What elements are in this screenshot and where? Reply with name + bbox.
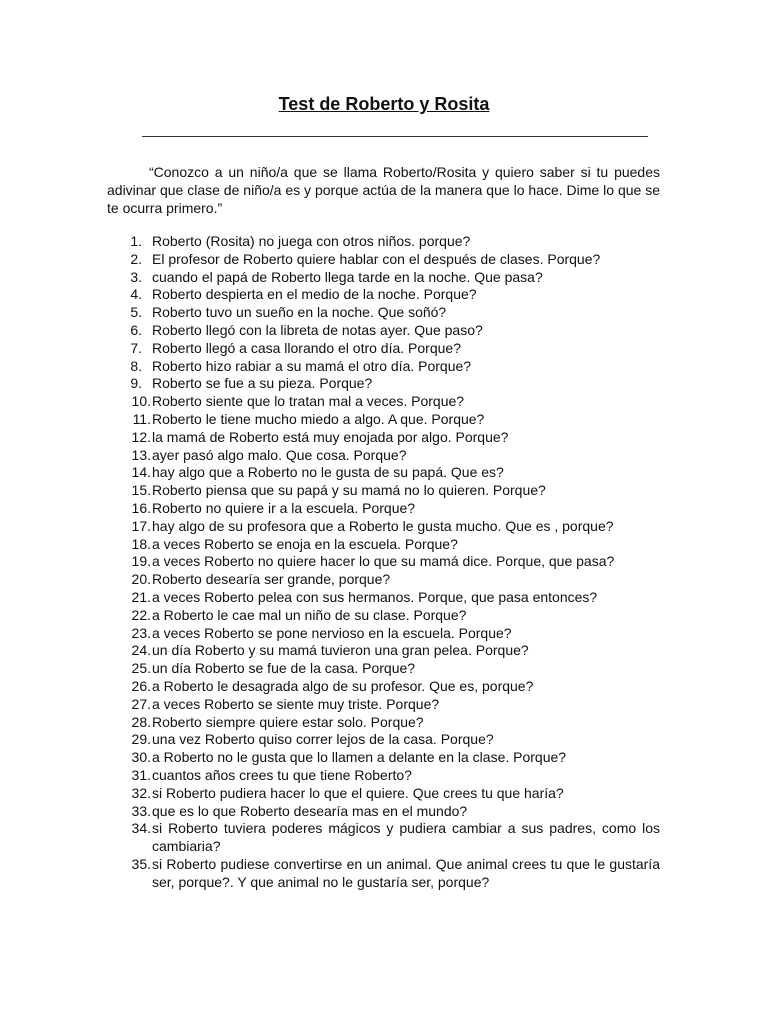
question-number: 6. (130, 321, 142, 338)
question-item (107, 856, 660, 892)
question-number: 3. (130, 268, 142, 285)
question-number: 32. (131, 784, 151, 801)
question-text: Roberto desearía ser grande, porque? (152, 571, 391, 588)
question-item (107, 660, 660, 678)
question-item (107, 233, 660, 251)
question-number: 22. (131, 606, 151, 623)
question-item (107, 482, 660, 500)
question-number: 20. (131, 571, 151, 588)
question-number: 11. (132, 410, 151, 427)
question-number: 1. (130, 233, 142, 249)
question-item (107, 820, 660, 856)
question-text: Roberto llegó con la libreta de notas ayer. Que paso? (152, 321, 483, 338)
question-item (107, 429, 660, 447)
question-text: a Roberto le cae mal un niño de su clase. Porque? (152, 606, 467, 623)
question-number: 9. (130, 375, 142, 392)
question-item (107, 731, 660, 749)
question-text: Roberto despierta en el medio de la noche. Porque? (152, 286, 477, 303)
question-text: Roberto le tiene mucho miedo a algo. A que. Porque? (152, 410, 485, 427)
question-number: 34. (131, 820, 151, 837)
question-number: 12. (131, 428, 151, 445)
question-item (107, 358, 660, 376)
intro-paragraph: “Conozco a un niño/a que se llama Roberto/Rosita y quiero saber si tu puedes adivinar que clase de niño/a es y porque actúa de la manera que lo hace. Dime lo que se te ocurra primero.” (107, 164, 660, 216)
question-text: a veces Roberto no quiere hacer lo que su mamá dice. Porque, que pasa? (152, 553, 615, 570)
question-text: Roberto tuvo un sueño en la noche. Que soñó? (152, 304, 447, 321)
question-number: 7. (130, 339, 142, 356)
question-text: hay algo de su profesora que a Roberto le gusta mucho. Que es , porque? (152, 517, 614, 534)
question-item (107, 714, 660, 732)
question-number: 35. (131, 855, 151, 872)
question-number: 27. (131, 695, 151, 712)
question-number: 19. (131, 553, 151, 570)
question-text: un día Roberto se fue de la casa. Porque? (152, 660, 416, 677)
question-item (107, 536, 660, 554)
question-text: un día Roberto y su mamá tuvieron una gran pelea. Porque? (152, 642, 529, 659)
question-item (107, 803, 660, 821)
question-text: que es lo que Roberto desearía mas en el mundo? (152, 802, 468, 819)
question-number: 13. (131, 446, 151, 463)
question-number: 14. (131, 464, 151, 481)
question-number: 4. (130, 286, 142, 303)
question-item (107, 607, 660, 625)
question-text: a veces Roberto se enoja en la escuela. Porque? (152, 535, 458, 552)
question-text: a veces Roberto pelea con sus hermanos. Porque, que pasa entonces? (152, 588, 598, 605)
question-item (107, 375, 660, 393)
question-number: 25. (131, 660, 151, 677)
question-text: cuantos años crees tu que tiene Roberto? (152, 766, 412, 783)
question-text: una vez Roberto quiso correr lejos de la casa. Porque? (152, 731, 494, 748)
question-item (107, 251, 660, 269)
question-item (107, 678, 660, 696)
question-item (107, 340, 660, 358)
question-number: 16. (131, 499, 151, 516)
question-text: a Roberto no le gusta que lo llamen a delante en la clase. Porque? (152, 749, 567, 766)
question-text: si Roberto tuviera poderes mágicos y pudiera cambiar a sus padres, como los cambiaria? (152, 820, 660, 855)
question-text: si Roberto pudiera hacer lo que el quiere. Que crees tu que haría? (152, 784, 564, 801)
question-item (107, 464, 660, 482)
question-number: 10. (131, 393, 151, 410)
question-item (107, 286, 660, 304)
question-text: hay algo que a Roberto no le gusta de su papá. Que es? (152, 464, 504, 481)
question-item (107, 767, 660, 785)
question-text: Roberto se fue a su pieza. Porque? (152, 375, 373, 392)
question-text: Roberto piensa que su papá y su mamá no lo quieren. Porque? (152, 482, 546, 499)
question-number: 30. (131, 749, 151, 766)
question-item (107, 785, 660, 803)
question-item (107, 500, 660, 518)
question-number: 8. (130, 357, 142, 374)
question-item (107, 518, 660, 536)
question-text: si Roberto pudiese convertirse en un animal. Que animal crees tu que le gustaría ser, porque?. Y que animal no le gustaría ser, porque? (152, 855, 660, 890)
question-text: a veces Roberto se pone nervioso en la escuela. Porque? (152, 624, 512, 641)
question-item (107, 393, 660, 411)
question-number: 5. (130, 304, 142, 321)
question-text: Roberto siempre quiere estar solo. Porque? (152, 713, 424, 730)
question-item (107, 571, 660, 589)
question-number: 21. (131, 588, 151, 605)
title-divider (142, 136, 648, 137)
question-number: 33. (131, 802, 151, 819)
question-item (107, 642, 660, 660)
question-item (107, 625, 660, 643)
question-number: 31. (131, 766, 151, 783)
question-item (107, 589, 660, 607)
document-title: Test de Roberto y Rosita (278, 94, 490, 114)
question-text: a Roberto le desagrada algo de su profesor. Que es, porque? (152, 677, 534, 694)
question-text: Roberto no quiere ir a la escuela. Porque? (152, 499, 416, 516)
question-number: 24. (131, 642, 151, 659)
question-item (107, 269, 660, 287)
question-number: 23. (131, 624, 151, 641)
question-text: ayer pasó algo malo. Que cosa. Porque? (152, 446, 407, 463)
question-item (107, 696, 660, 714)
question-number: 2. (130, 250, 142, 267)
questions-list (107, 233, 660, 891)
question-text: cuando el papá de Roberto llega tarde en la noche. Que pasa? (152, 268, 543, 285)
question-item (107, 553, 660, 571)
question-number: 17. (131, 517, 151, 534)
question-text: Roberto hizo rabiar a su mamá el otro día. Porque? (152, 357, 472, 374)
question-item (107, 411, 660, 429)
question-item (107, 447, 660, 465)
question-text: Roberto siente que lo tratan mal a veces. Porque? (152, 393, 465, 410)
question-item (107, 749, 660, 767)
question-text: la mamá de Roberto está muy enojada por algo. Porque? (152, 428, 509, 445)
question-text: Roberto (Rosita) no juega con otros niños. porque? (152, 233, 471, 249)
question-number: 29. (131, 731, 151, 748)
question-number: 18. (131, 535, 151, 552)
question-text: El profesor de Roberto quiere hablar con el después de clases. Porque? (152, 250, 601, 267)
question-text: a veces Roberto se siente muy triste. Porque? (152, 695, 440, 712)
question-number: 15. (131, 482, 151, 499)
question-number: 28. (131, 713, 151, 730)
question-item (107, 322, 660, 340)
question-item (107, 304, 660, 322)
question-text: Roberto llegó a casa llorando el otro día. Porque? (152, 339, 461, 356)
question-number: 26. (131, 677, 151, 694)
